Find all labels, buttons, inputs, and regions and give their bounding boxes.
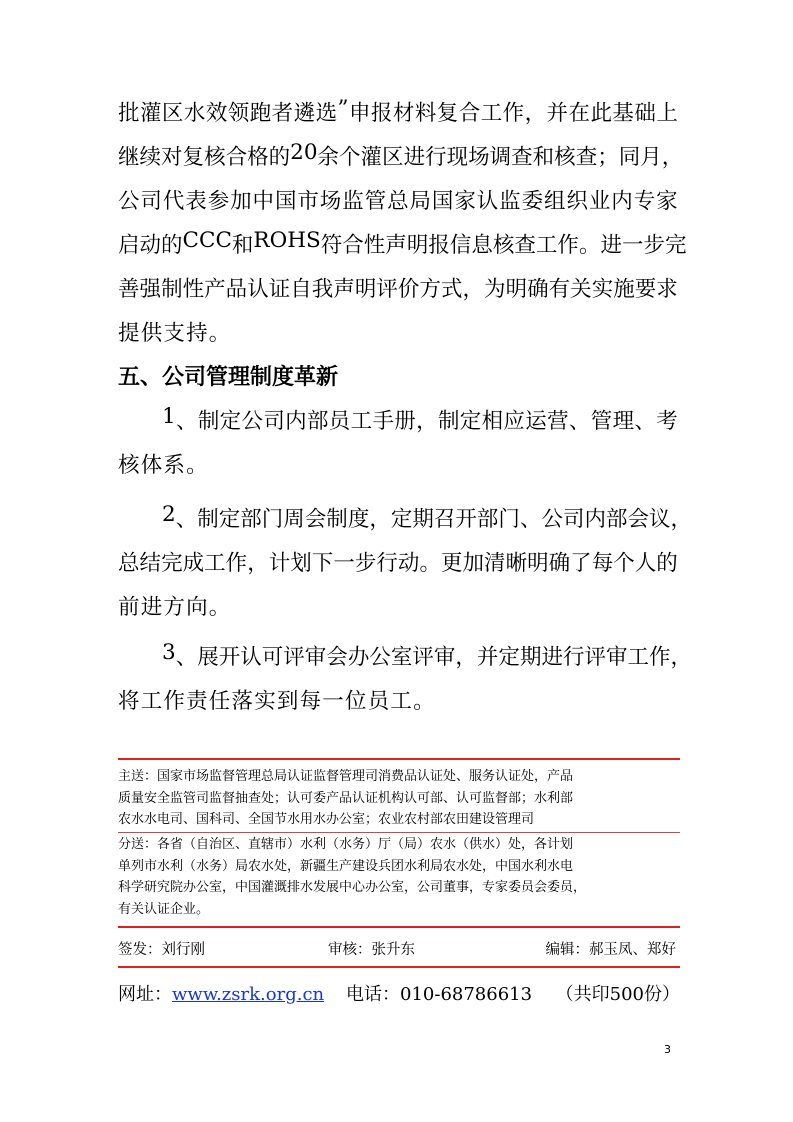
paragraph-line: 善 强 制 性 产 品 认 证 自 我 声 明 评 价 方 式 ， 为 明 确 有 关 实 施 要 求 (118, 277, 678, 302)
page-number: 3 (664, 1043, 671, 1056)
paragraph-line: 启 动 的 C C C 和 R O H S 符 合 性 声 明 报 信 息 核 查 工 作 。 进 一 步 完 (118, 228, 687, 258)
paragraph-line: 提供支持。 (118, 321, 232, 346)
print-count: （共印500份） (555, 984, 680, 1005)
main-send-list (118, 766, 680, 831)
middle-red-rule (118, 832, 680, 833)
copy-send-line: 单列市水利（水务）局农水处，新疆生产建设兵团水利局农水处，中国水利水电 (118, 858, 574, 874)
copy-send-line: 分送：各省（自治区、直辖市）水利（水务）厅（局）农水（供水）处，各计划 (118, 837, 574, 852)
paragraph-line: 继 续 对 复 核 合 格 的 2 0 余 个 灌 区 进 行 现 场 调 查 和 核 查 ； 同 月 ， (118, 140, 684, 170)
item-line: 将工作责任落实到每一位员工。 (118, 689, 436, 714)
website-link[interactable]: www.zsrk.org.cn (172, 984, 325, 1005)
item-line: 3 、 展 开 认 可 评 审 会 办 公 室 评 审 ， 并 定 期 进 行 评 审 工 作 ， (162, 640, 693, 670)
item-line: 核体系。 (118, 453, 209, 478)
item-line: 1 、 制 定 公 司 内 部 员 工 手 册 ， 制 定 相 应 运 营 、 管 理 、 考 (162, 404, 678, 434)
copy-send-line: 科学研究院办公室，中国灌溉排水发展中心办公室，公司董事，专家委员会委员， (118, 880, 587, 895)
paragraph-line: 公 司 代 表 参 加 中 国 市 场 监 管 总 局 国 家 认 监 委 组 织 业 内 专 家 (118, 189, 678, 214)
main-send-line: 主送：国家市场监督管理总局认证监督管理司消费品认证处、服务认证处，产品 (118, 769, 574, 784)
reviewer: 审核：张升东 (328, 942, 415, 958)
item-line: 2 、 制 定 部 门 周 会 制 度 ， 定 期 召 开 部 门 、 公 司 内 部 会 议 ， (162, 502, 693, 532)
website-label: 网址： (118, 984, 172, 1005)
sign-top-rule (118, 926, 680, 928)
main-send-line: 质量安全监管司监督抽查处；认可委产品认证机构认可部、认可监督部；水利部 (118, 790, 574, 806)
top-red-rule (118, 758, 680, 760)
sign-bottom-rule (118, 966, 680, 968)
phone: 电话：010-68786613 (346, 984, 533, 1005)
issuer: 签发：刘行刚 (118, 942, 205, 958)
copy-send-line: 有关认证企业。 (118, 901, 210, 917)
section-heading: 五、公司管理制度革新 (118, 365, 339, 390)
paragraph-line: 批 灌 区 水 效 领 跑 者 遴 选 ” 申 报 材 料 复 合 工 作 ， 并 在 此 基 础 上 (118, 96, 678, 126)
item-line: 总 结 完 成 工 作 ， 计 划 下 一 步 行 动 。 更 加 清 晰 明 确 了 每 个 人 的 (118, 551, 678, 576)
editor: 编辑：郝玉凤、郑好 (545, 942, 676, 958)
main-send-line: 农水水电司、国科司、全国节水用水办公室；农业农村部农田建设管理司 (118, 812, 535, 827)
website (118, 980, 324, 1006)
item-line: 前进方向。 (118, 595, 232, 620)
copy-send-list (118, 834, 680, 920)
